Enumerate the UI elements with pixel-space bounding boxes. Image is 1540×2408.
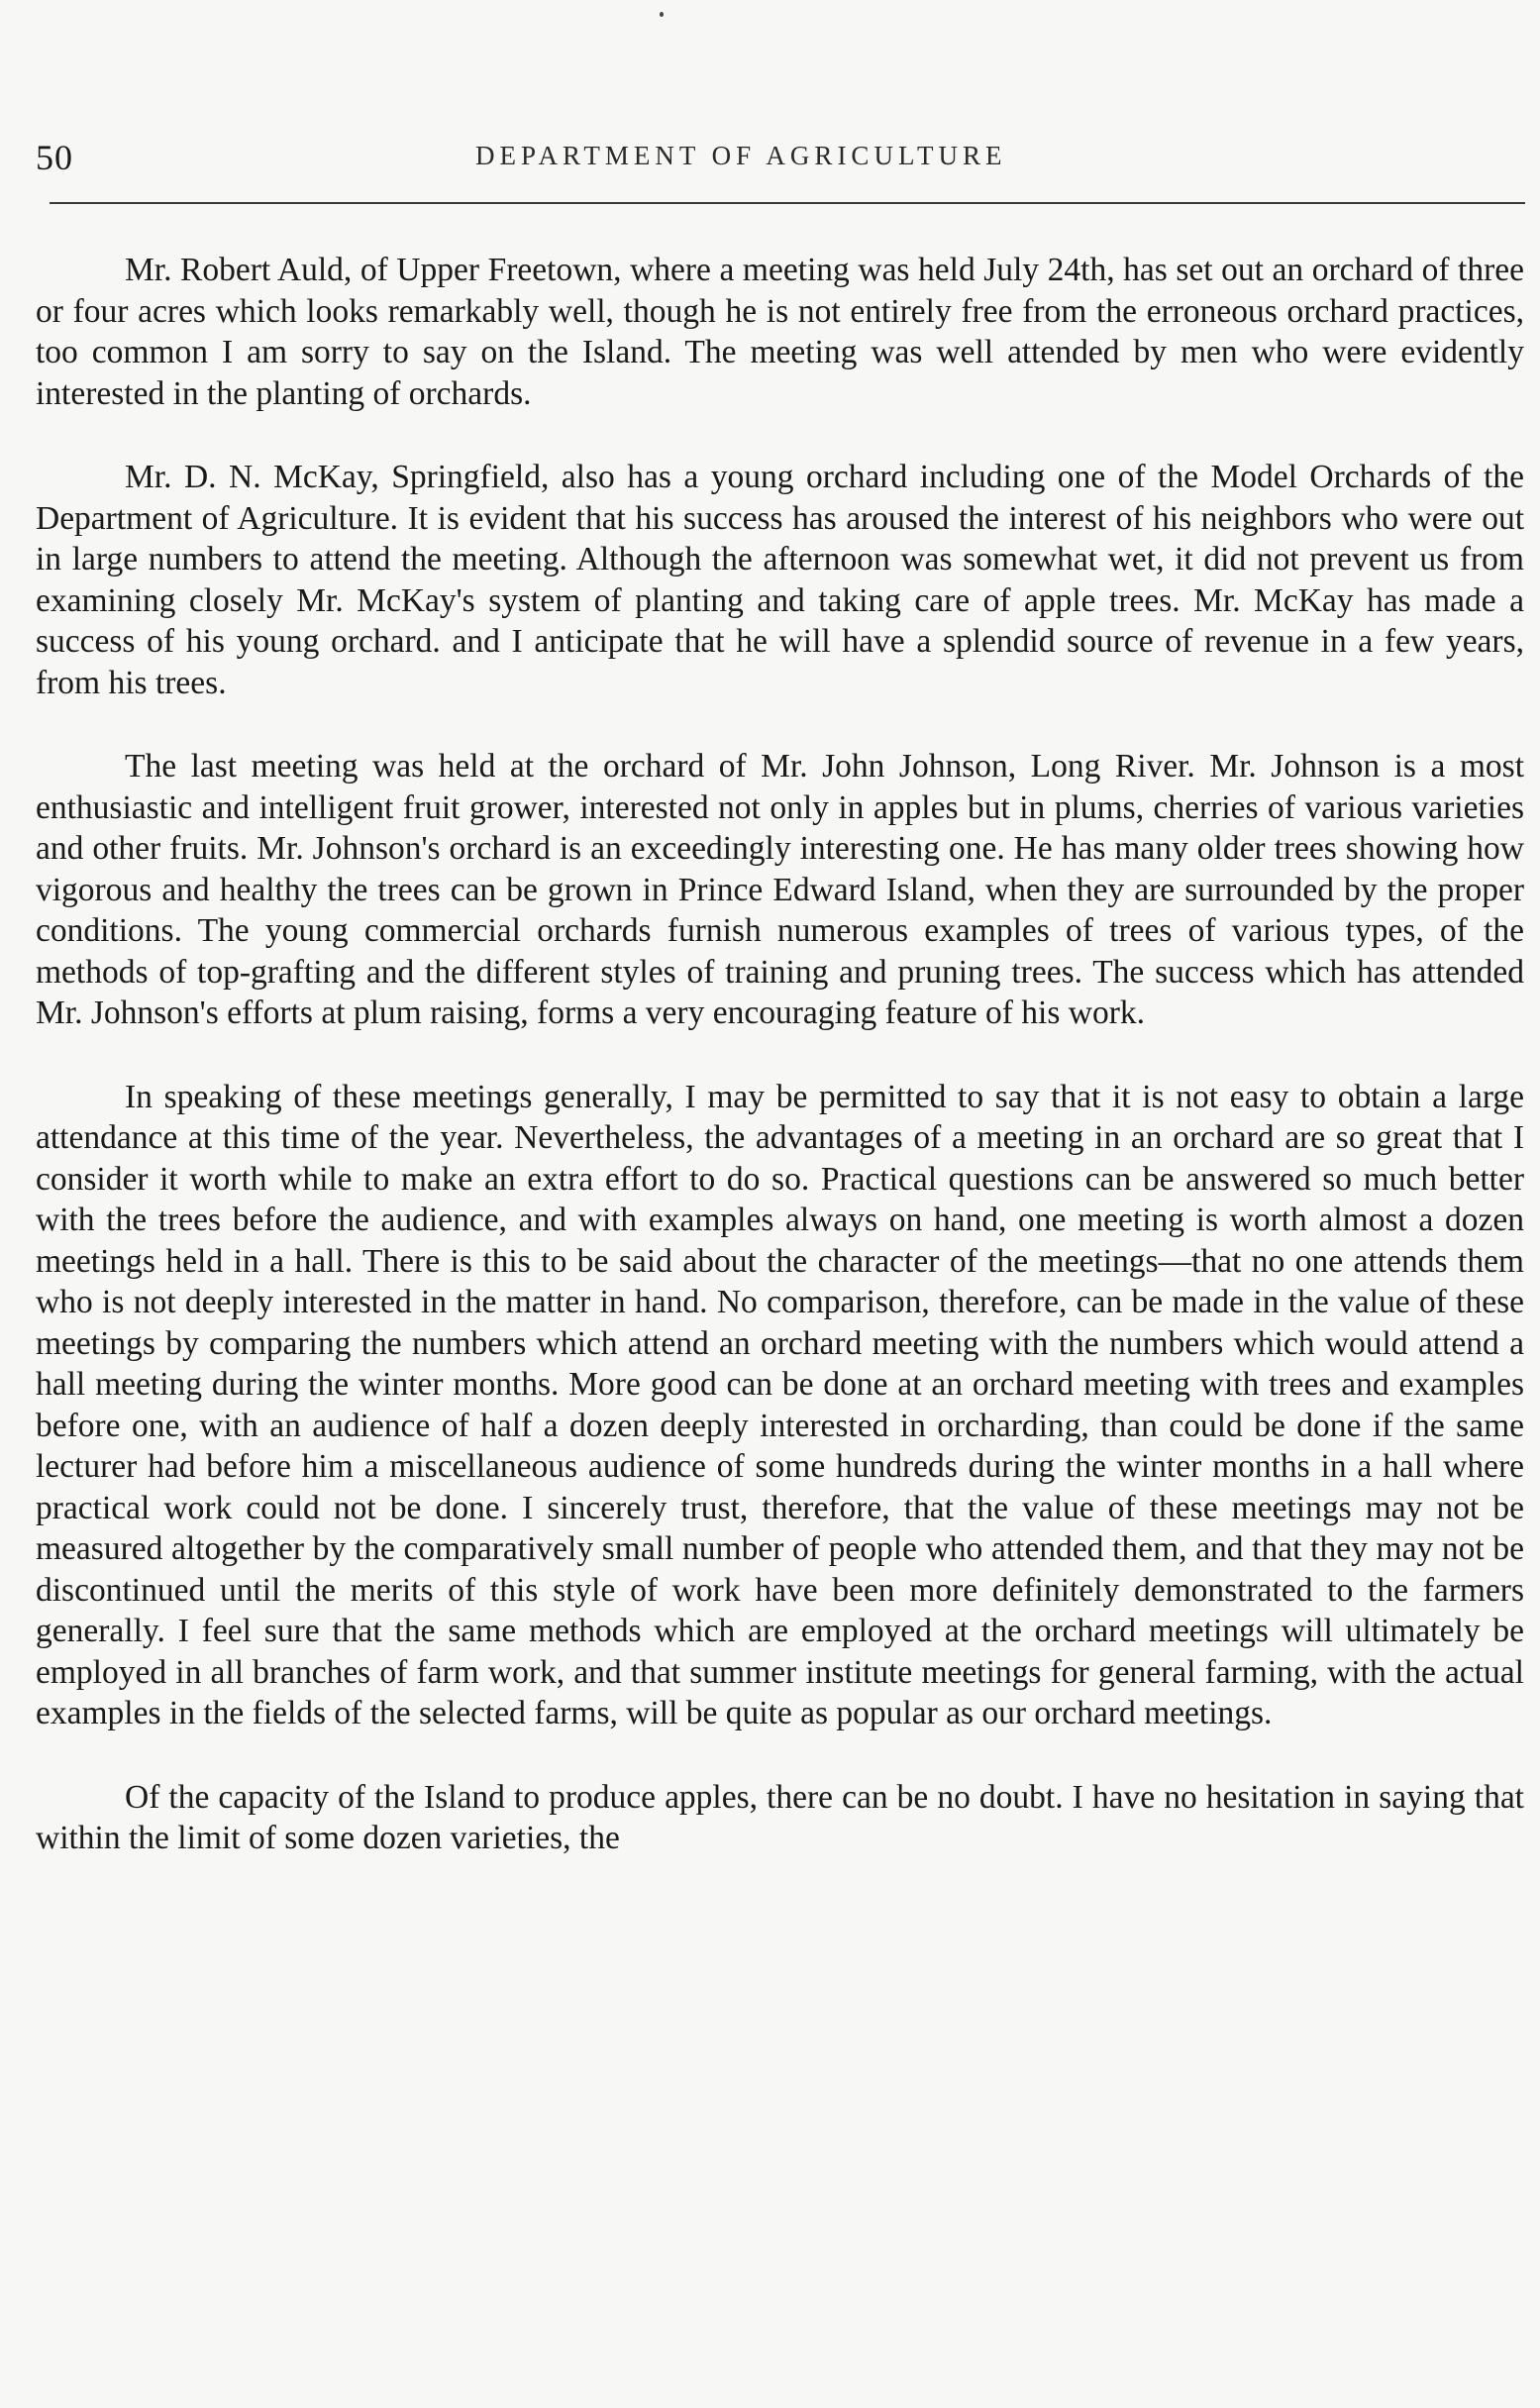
header-rule — [50, 202, 1525, 204]
paragraph-meetings-general: In speaking of these meetings generally, I may be permitted to say that it is not easy to obtain a large attendance at this time of the year. Nevertheless, the advantages of a meeting in an orchard are so great that I consider it worth while to make an extra effort to do so. Practical questions can be answered so much better with the trees before the audience, and with examples always on hand, one meeting is worth almost a dozen meetings held in a hall. There is this to be said about the character of the meetings—that no one attends them who is not deeply interested in the matter in hand. No comparison, therefore, can be made in the value of these meetings by comparing the numbers which attend an orchard meeting with the numbers which would attend a hall meeting during the winter months. More good can be done at an orchard meeting with trees and examples before one, with an audience of half a dozen deeply interested in orcharding, than could be done if the same lecturer had before him a miscellaneous audience of some hundreds during the winter months in a hall where practical work could not be done. I sincerely trust, therefore, that the value of these meetings may not be measured altogether by the comparatively small number of people who attended them, and that they may not be discontinued until the merits of this style of work have been more definitely demonstrated to the farmers generally. I feel sure that the same methods which are employed at the orchard meetings will ultimately be employed in all branches of farm work, and that summer institute meetings for general farming, with the actual examples in the fields of the selected farms, will be quite as popular as our orchard meetings. — [36, 1078, 1524, 1731]
running-head: DEPARTMENT OF AGRICULTURE — [475, 141, 1007, 170]
paragraph-mckay-orchard: Mr. D. N. McKay, Springfield, also has a young orchard including one of the Model Orchards of the Department of Agriculture. It is evident that his success has aroused the interest of his neighbors who were out in large numbers to attend the meeting. Although the afternoon was somewhat wet, it did not prevent us from examining closely Mr. McKay's system of planting and taking care of apple trees. Mr. McKay has made a success of his young orchard. and I anticipate that he will have a splendid source of revenue in a few years, from his trees. — [36, 459, 1524, 701]
print-speck — [660, 12, 664, 17]
paragraph-johnson-orchard: The last meeting was held at the orchard of Mr. John Johnson, Long River. Mr. Johnson is a most enthusiastic and intelligent fruit grower, interested not only in apples but in plums, cherries of various varieties and other fruits. Mr. Johnson's orchard is an exceedingly interesting one. He has many older trees showing how vigorous and healthy the trees can be grown in Prince Edward Island, when they are surrounded by the proper conditions. The young commercial orchards furnish numerous examples of trees of various types, of the methods of top-grafting and the different styles of training and pruning trees. The success which has attended Mr. Johnson's efforts at plum raising, forms a very encouraging feature of his work. — [36, 748, 1524, 1031]
page-number: 50 — [36, 138, 73, 177]
body-text — [36, 250, 1524, 1859]
paragraph-auld-orchard: Mr. Robert Auld, of Upper Freetown, where a meeting was held July 24th, has set out an orchard of three or four acres which looks remarkably well, though he is not entirely free from the erroneous orchard practices, too common I am sorry to say on the Island. The meeting was well attended by men who were evidently interested in the planting of orchards. — [36, 252, 1524, 412]
paragraph-island-capacity: Of the capacity of the Island to produce apples, there can be no doubt. I have no hesitation in saying that within the limit of some dozen varieties, the — [36, 1778, 1524, 1856]
